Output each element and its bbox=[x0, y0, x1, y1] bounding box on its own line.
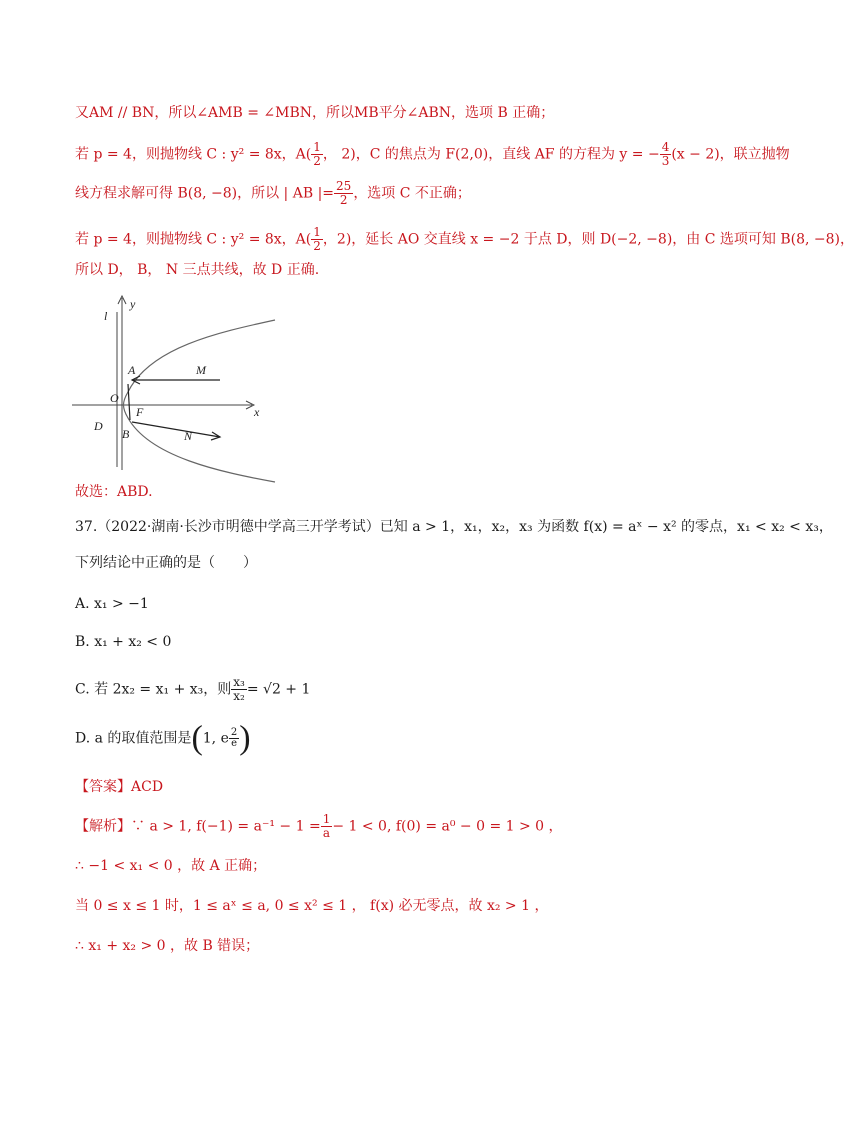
fraction-four-thirds bbox=[660, 141, 672, 168]
parabola-figure bbox=[70, 292, 290, 472]
text-sol1a: 【解析】∵ a > 1, f(−1) = a⁻¹ − 1 = bbox=[75, 818, 321, 835]
text-l5: 所以 D， B， N 三点共线，故 D 正确. bbox=[75, 262, 320, 278]
text-l2b: ， 2)，C 的焦点为 F(2,0)，直线 AF 的方程为 y = − bbox=[322, 146, 660, 163]
text-sol4: ∴ x₁ + x₂ > 0 ，故 B 错误； bbox=[75, 938, 260, 954]
text-optD-a: D. a 的取值范围是 bbox=[75, 730, 192, 747]
ray-n bbox=[132, 422, 220, 437]
solution-line-4 bbox=[75, 225, 854, 253]
final-choice bbox=[75, 482, 740, 502]
option-c bbox=[75, 676, 740, 703]
frac-den: e bbox=[231, 738, 237, 749]
analysis-line-3 bbox=[75, 896, 740, 916]
solution-line-5 bbox=[75, 260, 740, 280]
fraction-x3-x2 bbox=[231, 676, 247, 703]
label-y: y bbox=[130, 297, 136, 311]
frac-den: a bbox=[322, 826, 331, 840]
text-ans: 【答案】ACD bbox=[75, 779, 164, 795]
text-optC-b: = √2 + 1 bbox=[246, 681, 311, 698]
open-paren: ( bbox=[191, 719, 203, 757]
parabola-curve bbox=[124, 320, 276, 482]
frac-num: 1 bbox=[322, 812, 331, 826]
option-d bbox=[75, 719, 740, 757]
label-f: F bbox=[136, 405, 144, 419]
frac-num: 4 bbox=[661, 140, 670, 154]
frac-den: 2 bbox=[313, 154, 321, 168]
text-l3b: ，选项 C 不正确； bbox=[353, 185, 471, 202]
frac-num: x₃ bbox=[233, 675, 245, 689]
text-sol2: ∴ −1 < x₁ < 0 ，故 A 正确； bbox=[75, 858, 267, 874]
text-optA: A. x₁ > −1 bbox=[75, 596, 149, 612]
frac-den: 2 bbox=[313, 239, 321, 253]
text-l2a: 若 p = 4，则抛物线 C : y² = 8x，A( bbox=[75, 146, 312, 163]
fraction-exp bbox=[229, 728, 239, 749]
fraction-ab bbox=[334, 180, 353, 207]
frac-num: 1 bbox=[313, 225, 321, 239]
fraction-inv-a bbox=[321, 813, 333, 840]
label-x: x bbox=[254, 405, 260, 419]
label-l: l bbox=[104, 309, 108, 323]
label-b: B bbox=[122, 427, 130, 441]
solution-line-3 bbox=[75, 180, 740, 207]
label-o: O bbox=[110, 391, 119, 405]
analysis-line-4 bbox=[75, 936, 740, 956]
label-n: N bbox=[184, 429, 193, 443]
text-sol3: 当 0 ≤ x ≤ 1 时，1 ≤ aˣ ≤ a, 0 ≤ x² ≤ 1 ， f(x) 必无零点，故 x₂ > 1 ， bbox=[75, 898, 549, 914]
fraction-half-2 bbox=[311, 226, 323, 253]
text-l4a: 若 p = 4，则抛物线 C : y² = 8x，A( bbox=[75, 231, 312, 248]
text-optB: B. x₁ + x₂ < 0 bbox=[75, 634, 172, 650]
answer-line bbox=[75, 777, 740, 797]
close-paren: ) bbox=[239, 719, 251, 757]
frac-num: 1 bbox=[313, 140, 321, 154]
text-l6: 故选：ABD. bbox=[75, 484, 153, 500]
text-l2c: (x − 2)，联立抛物 bbox=[671, 146, 790, 163]
text-sol1b: − 1 < 0, f(0) = a⁰ − 0 = 1 > 0 ， bbox=[332, 818, 563, 835]
solution-line-1 bbox=[75, 103, 740, 123]
frac-den: x₂ bbox=[233, 689, 245, 703]
solution-line-2 bbox=[75, 140, 790, 168]
text-optD-b: 1, e bbox=[202, 730, 229, 747]
analysis-line-2 bbox=[75, 856, 740, 876]
question-37-prompt bbox=[75, 553, 740, 573]
fraction-half bbox=[311, 141, 323, 168]
text-l7: 37.（2022·湖南·长沙市明德中学高三开学考试）已知 a > 1，x₁，x₂，x₃ 为函数 f(x) = aˣ − x² 的零点，x₁ < x₂ < x₃， bbox=[75, 519, 833, 535]
text-l1: 又AM // BN，所以∠AMB = ∠MBN，所以MB平分∠ABN，选项 B 正确； bbox=[75, 105, 555, 121]
frac-num: 25 bbox=[336, 179, 352, 193]
frac-num: 2 bbox=[230, 727, 238, 738]
text-l8: 下列结论中正确的是（ ） bbox=[75, 555, 257, 571]
frac-den: 2 bbox=[339, 193, 348, 207]
label-m: M bbox=[196, 363, 206, 377]
question-37-stem bbox=[75, 517, 833, 537]
frac-den: 3 bbox=[661, 154, 670, 168]
analysis-line-1 bbox=[75, 813, 740, 840]
option-b bbox=[75, 632, 740, 652]
option-a bbox=[75, 594, 740, 614]
label-a: A bbox=[128, 363, 136, 377]
label-d: D bbox=[94, 419, 103, 433]
text-optC-a: C. 若 2x₂ = x₁ + x₃，则 bbox=[75, 681, 232, 698]
text-l3a: 线方程求解可得 B(8, −8)，所以 | AB |= bbox=[75, 185, 335, 202]
text-l4b: ，2)，延长 AO 交直线 x = −2 于点 D，则 D(−2, −8)，由 C 选项可知 B(8, −8)， bbox=[322, 231, 854, 248]
